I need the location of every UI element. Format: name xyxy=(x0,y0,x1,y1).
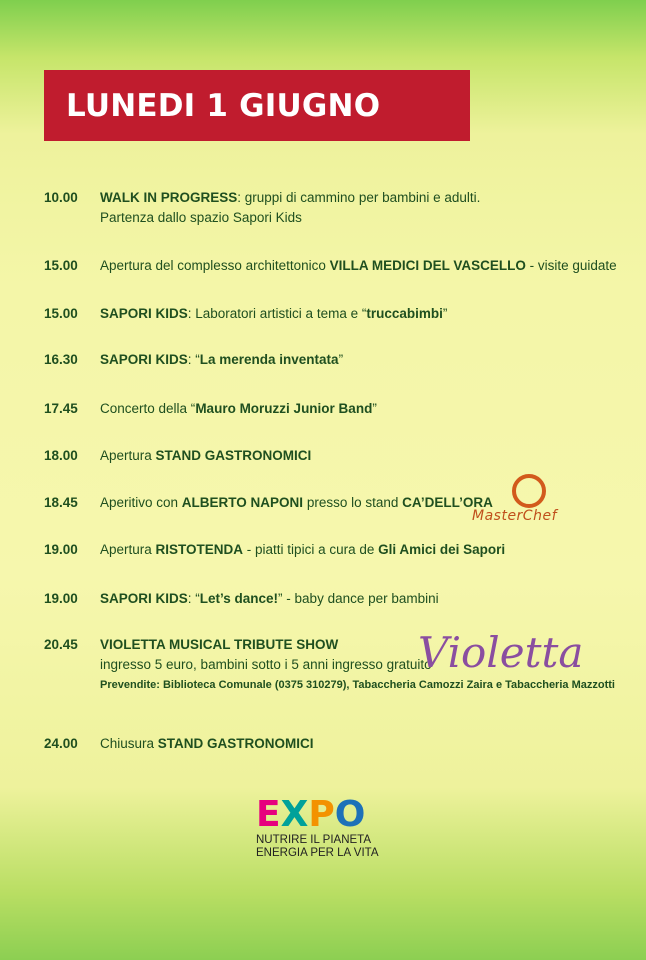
expo-letter: X xyxy=(280,794,309,835)
event-time: 16.30 xyxy=(44,352,78,367)
event-time: 24.00 xyxy=(44,736,78,751)
event-description: Apertura STAND GASTRONOMICI xyxy=(100,448,312,463)
event-presale-note: Prevendite: Biblioteca Comunale (0375 310279), Tabaccheria Camozzi Zaira e Tabaccheria Mazzotti xyxy=(100,679,615,691)
event-time: 10.00 xyxy=(44,190,78,205)
event-time: 20.45 xyxy=(44,637,78,652)
expo-wordmark xyxy=(256,796,406,834)
expo-letter: P xyxy=(308,794,335,835)
event-description-line: ingresso 5 euro, bambini sotto i 5 anni ingresso gratuito xyxy=(100,657,432,672)
event-description: SAPORI KIDS: “Let’s dance!” - baby dance per bambini xyxy=(100,591,439,606)
event-time: 15.00 xyxy=(44,306,78,321)
event-time: 19.00 xyxy=(44,542,78,557)
event-time: 15.00 xyxy=(44,258,78,273)
event-description: SAPORI KIDS: “La merenda inventata” xyxy=(100,352,344,367)
violetta-logo: Violetta xyxy=(418,628,584,677)
event-description-line: Partenza dallo spazio Sapori Kids xyxy=(100,210,302,225)
date-header xyxy=(44,70,470,141)
event-description: WALK IN PROGRESS: gruppi di cammino per bambini e adulti. Partenza dallo spazio Sapori Kids xyxy=(100,188,480,228)
masterchef-ring-icon xyxy=(512,474,546,508)
event-description: Chiusura STAND GASTRONOMICI xyxy=(100,736,314,751)
expo-tagline-2: ENERGIA PER LA VITA xyxy=(256,847,379,859)
event-description: Concerto della “Mauro Moruzzi Junior Band” xyxy=(100,401,377,416)
event-description: VIOLETTA MUSICAL TRIBUTE SHOW ingresso 5 euro, bambini sotto i 5 anni ingresso gratuito Prevendite: Biblioteca Comunale (0375 310279), Tabaccheria Camozzi Zaira e Tabaccheria Mazzotti xyxy=(100,635,615,695)
page-title: LUNEDI 1 GIUGNO xyxy=(66,88,381,124)
expo-letter: E xyxy=(256,794,281,835)
expo-letter: O xyxy=(334,794,366,835)
event-description: SAPORI KIDS: Laboratori artistici a tema e “truccabimbi” xyxy=(100,306,448,321)
masterchef-logo xyxy=(470,472,594,528)
event-time: 17.45 xyxy=(44,401,78,416)
event-description: Apertura del complesso architettonico VILLA MEDICI DEL VASCELLO - visite guidate xyxy=(100,258,617,273)
masterchef-wordmark: MasterChef xyxy=(472,508,558,524)
event-time: 18.00 xyxy=(44,448,78,463)
event-description: Aperitivo con ALBERTO NAPONI presso lo stand CA’DELL’ORA xyxy=(100,495,493,510)
event-time: 19.00 xyxy=(44,591,78,606)
event-description: Apertura RISTOTENDA - piatti tipici a cura de Gli Amici dei Sapori xyxy=(100,542,506,557)
event-time: 18.45 xyxy=(44,495,78,510)
expo-logo xyxy=(256,796,406,870)
expo-tagline-1: NUTRIRE IL PIANETA xyxy=(256,834,372,846)
